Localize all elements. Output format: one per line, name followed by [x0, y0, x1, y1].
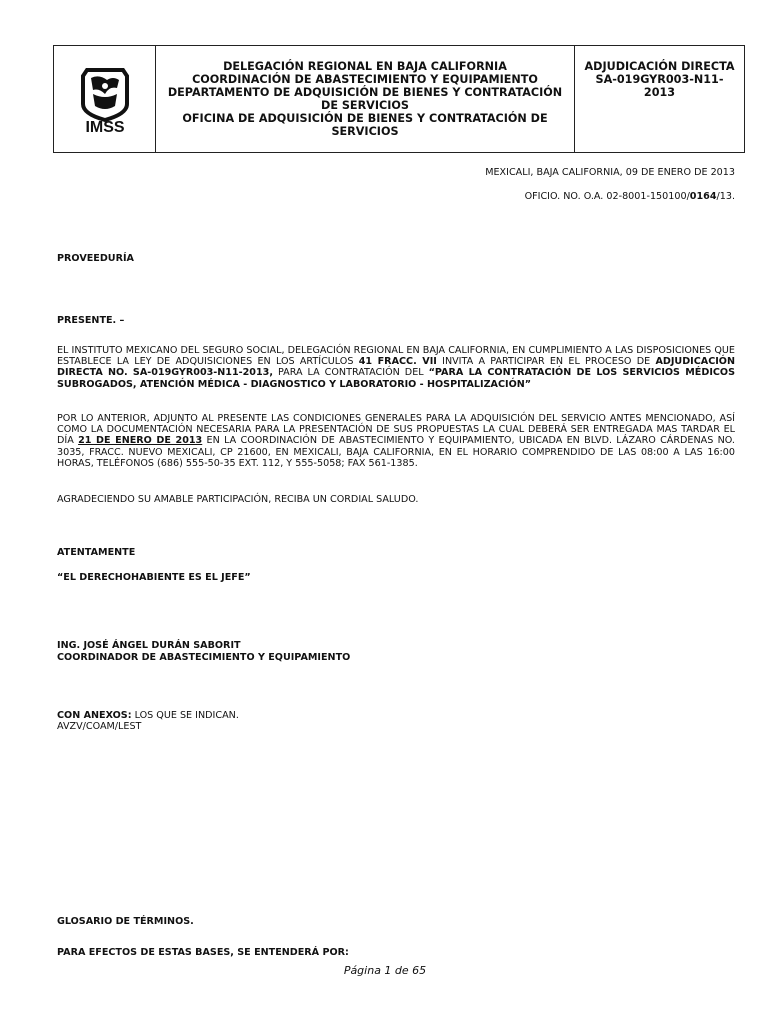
glossary-title: GLOSARIO DE TÉRMINOS.	[57, 916, 194, 927]
annex-text: LOS QUE SE INDICAN.	[131, 710, 239, 721]
para1-text: EL INSTITUTO MEXICANO DEL SEGURO SOCIAL, DELEGACIÓN REGIONAL EN BAJA CALIFORNIA, EN CUMPLIMIENTO A LAS DISPOSICIONES QUE ESTABLECE LA LEY DE ADQUISICIONES EN LOS ARTÍCULOS	[57, 345, 735, 368]
page-number: Página 1 de 65	[343, 964, 427, 977]
oficio-folio: 0164	[689, 191, 717, 202]
header-department-block	[156, 46, 575, 152]
para1-procedure: ADJUDICACIÓN DIRECTA NO. SA-019GYR003-N11-2013,	[57, 356, 735, 379]
header-line: OFICINA DE ADQUISICIÓN DE BIENES Y CONTRATACIÓN DE	[182, 112, 548, 125]
para2-text: POR LO ANTERIOR, ADJUNTO AL PRESENTE LAS CONDICIONES GENERALES PARA LA ADQUISICIÓN DEL SERVICIO ANTES MENCIONADO, ASÍ COMO LA DOCUMENTACIÓN NECESARIA PARA LA PRESENTACIÓN DE SUS PROPUESTAS LA CUAL DEBERÁ SER ENTREGADA MAS TARDAR EL DÍA	[57, 413, 735, 447]
header-line: COORDINACIÓN DE ABASTECIMIENTO Y EQUIPAMIENTO	[192, 73, 538, 86]
deadline-date: 21 DE ENERO DE 2013	[78, 435, 203, 447]
initials: AVZV/COAM/LEST	[57, 721, 142, 732]
procedure-line: 2013	[643, 86, 676, 99]
annexes-line	[57, 710, 735, 721]
oficio-suffix: /13.	[716, 191, 735, 202]
signer-title: COORDINADOR DE ABASTECIMIENTO Y EQUIPAMIENTO	[57, 652, 351, 663]
oficio-number	[525, 191, 735, 202]
header-line: SERVICIOS	[331, 125, 399, 138]
conditions-paragraph	[57, 413, 735, 469]
svg-text:IMSS: IMSS	[84, 119, 125, 134]
header-line: DEPARTAMENTO DE ADQUISICIÓN DE BIENES Y CONTRATACIÓN	[167, 86, 563, 99]
letterhead-table	[53, 45, 745, 153]
header-line: DE SERVICIOS	[321, 99, 409, 112]
procedure-line: SA-019GYR003-N11-	[595, 73, 724, 86]
para1-text: PARA LA CONTRATACIÓN DEL	[272, 367, 429, 379]
oficio-prefix: OFICIO. NO. O.A. 02-8001-150100/	[524, 191, 690, 202]
annex-label: CON ANEXOS:	[57, 710, 132, 721]
greeting: PRESENTE. –	[57, 315, 125, 326]
para2-text: EN LA COORDINACIÓN DE ABASTECIMIENTO Y EQUIPAMIENTO, UBICADA EN BLVD. LÁZARO CÁRDENAS NO. 3035, FRACC. NUEVO MEXICALI, CP 21600, EN MEXICALI, BAJA CALIFORNIA, EN EL HORARIO COMPRENDIDO DE LAS 08:00 A LAS 16:00 HORAS, TELÉFONOS (686) 555-50-35 EXT. 112, Y 555-5058; FAX 561-1385.	[57, 435, 735, 469]
recipient: PROVEEDURÍA	[57, 253, 134, 264]
invitation-paragraph	[57, 345, 735, 390]
signer-name: ING. JOSÉ ÁNGEL DURÁN SABORIT	[57, 640, 241, 651]
header-line: DELEGACIÓN REGIONAL EN BAJA CALIFORNIA	[223, 60, 507, 73]
para1-article: 41 FRACC. VII	[358, 356, 437, 368]
imss-logo-cell	[54, 46, 156, 152]
para1-service: “PARA LA CONTRATACIÓN DE LOS SERVICIOS MÉDICOS SUBROGADOS, ATENCIÓN MÉDICA - DIAGNOSTICO Y LABORATORIO - HOSPITALIZACIÓN”	[57, 367, 735, 390]
procedure-line: ADJUDICACIÓN DIRECTA	[584, 60, 735, 73]
header-procedure-block	[575, 46, 744, 152]
motto: “EL DERECHOHABIENTE ES EL JEFE”	[57, 572, 251, 583]
para1-text: INVITA A PARTICIPAR EN EL PROCESO DE	[436, 356, 656, 368]
thanks-line: AGRADECIENDO SU AMABLE PARTICIPACIÓN, RECIBA UN CORDIAL SALUDO.	[57, 494, 419, 505]
glossary-intro: PARA EFECTOS DE ESTAS BASES, SE ENTENDERÁ POR:	[57, 947, 349, 958]
imss-logo-icon	[73, 64, 137, 134]
closing: ATENTAMENTE	[57, 547, 136, 558]
place-date: MEXICALI, BAJA CALIFORNIA, 09 DE ENERO DE 2013	[485, 167, 735, 178]
